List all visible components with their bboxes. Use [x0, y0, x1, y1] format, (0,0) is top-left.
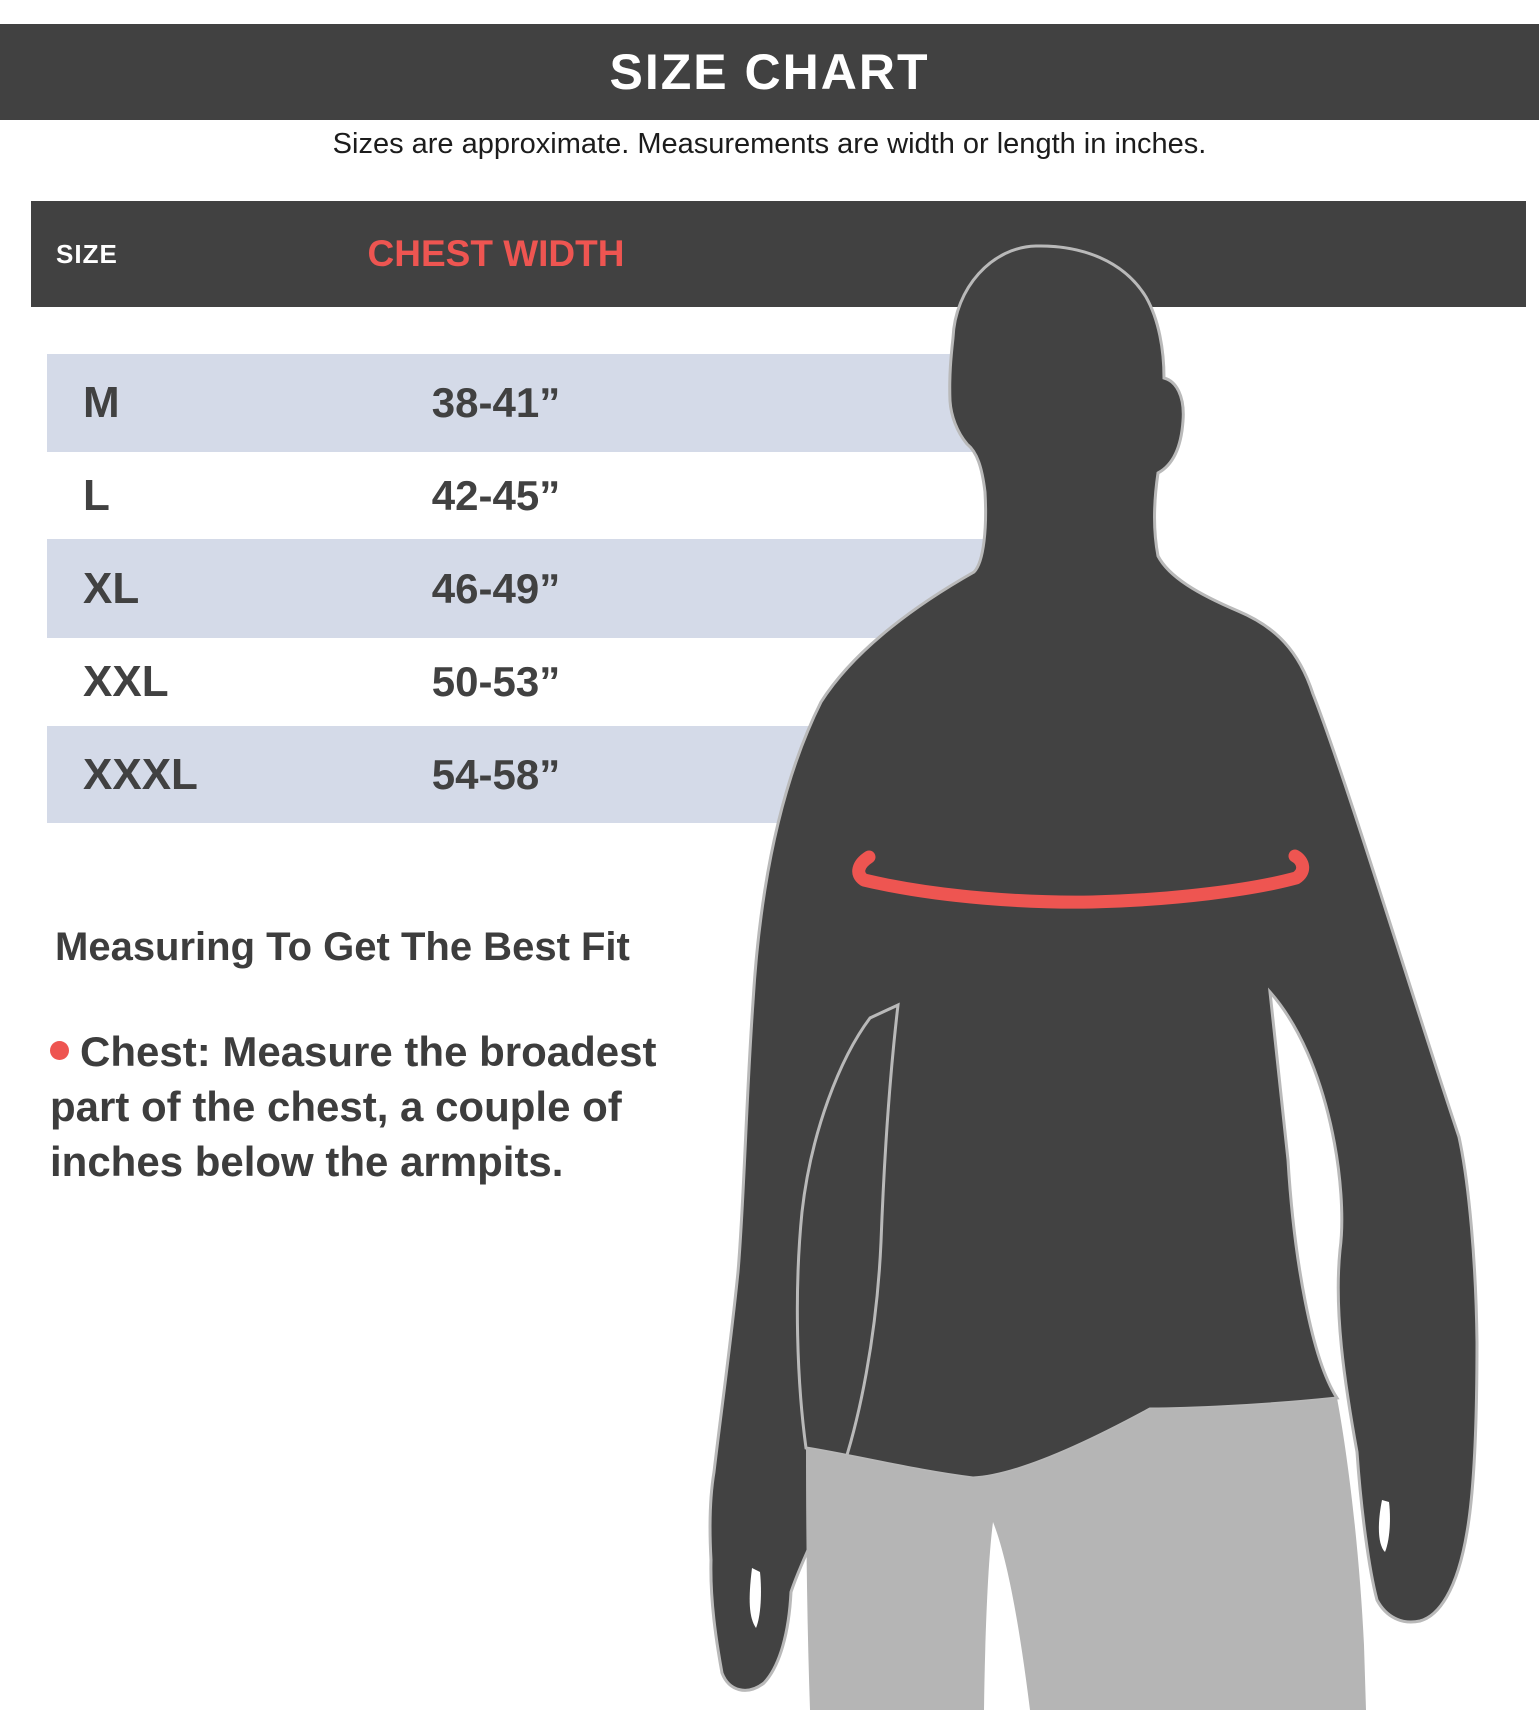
table-row	[47, 452, 1010, 539]
size-table	[47, 354, 1010, 823]
chest-measurement-line	[859, 856, 1303, 902]
size-label: XXL	[83, 657, 169, 706]
title-bar	[0, 24, 1539, 120]
size-label: XL	[83, 563, 140, 613]
size-label: M	[83, 378, 120, 427]
column-header-chest-width: CHEST WIDTH	[367, 233, 625, 274]
guide-line: part of the chest, a couple of	[50, 1083, 622, 1130]
chest-width-value: 38-41”	[431, 379, 561, 426]
table-row	[47, 638, 1010, 726]
measuring-guide-heading: Measuring To Get The Best Fit	[55, 925, 630, 969]
table-row	[47, 726, 1010, 823]
guide-line: inches below the armpits.	[50, 1138, 564, 1185]
guide-line-text: Chest: Measure the broadest	[80, 1028, 657, 1075]
table-header-row	[31, 201, 1526, 307]
left-hand-thumb-notch	[750, 1568, 761, 1628]
chest-width-value: 50-53”	[431, 658, 561, 705]
chest-width-value: 46-49”	[431, 564, 561, 612]
table-row	[47, 354, 1010, 452]
size-label: XXXL	[83, 749, 198, 799]
bullet-dot-icon	[50, 1041, 69, 1060]
chest-width-value: 42-45”	[431, 471, 561, 519]
subtitle-text: Sizes are approximate. Measurements are width or length in inches.	[332, 128, 1207, 160]
right-hand-thumb-notch	[1379, 1500, 1390, 1552]
page-title: SIZE CHART	[609, 44, 930, 100]
table-row	[47, 539, 1010, 638]
chest-width-value: 54-58”	[431, 750, 561, 798]
measuring-guide-text	[50, 1024, 750, 1189]
size-label: L	[83, 470, 110, 520]
guide-line	[50, 1024, 750, 1079]
column-header-size: SIZE	[56, 238, 118, 269]
pants-silhouette	[806, 1398, 1366, 1710]
